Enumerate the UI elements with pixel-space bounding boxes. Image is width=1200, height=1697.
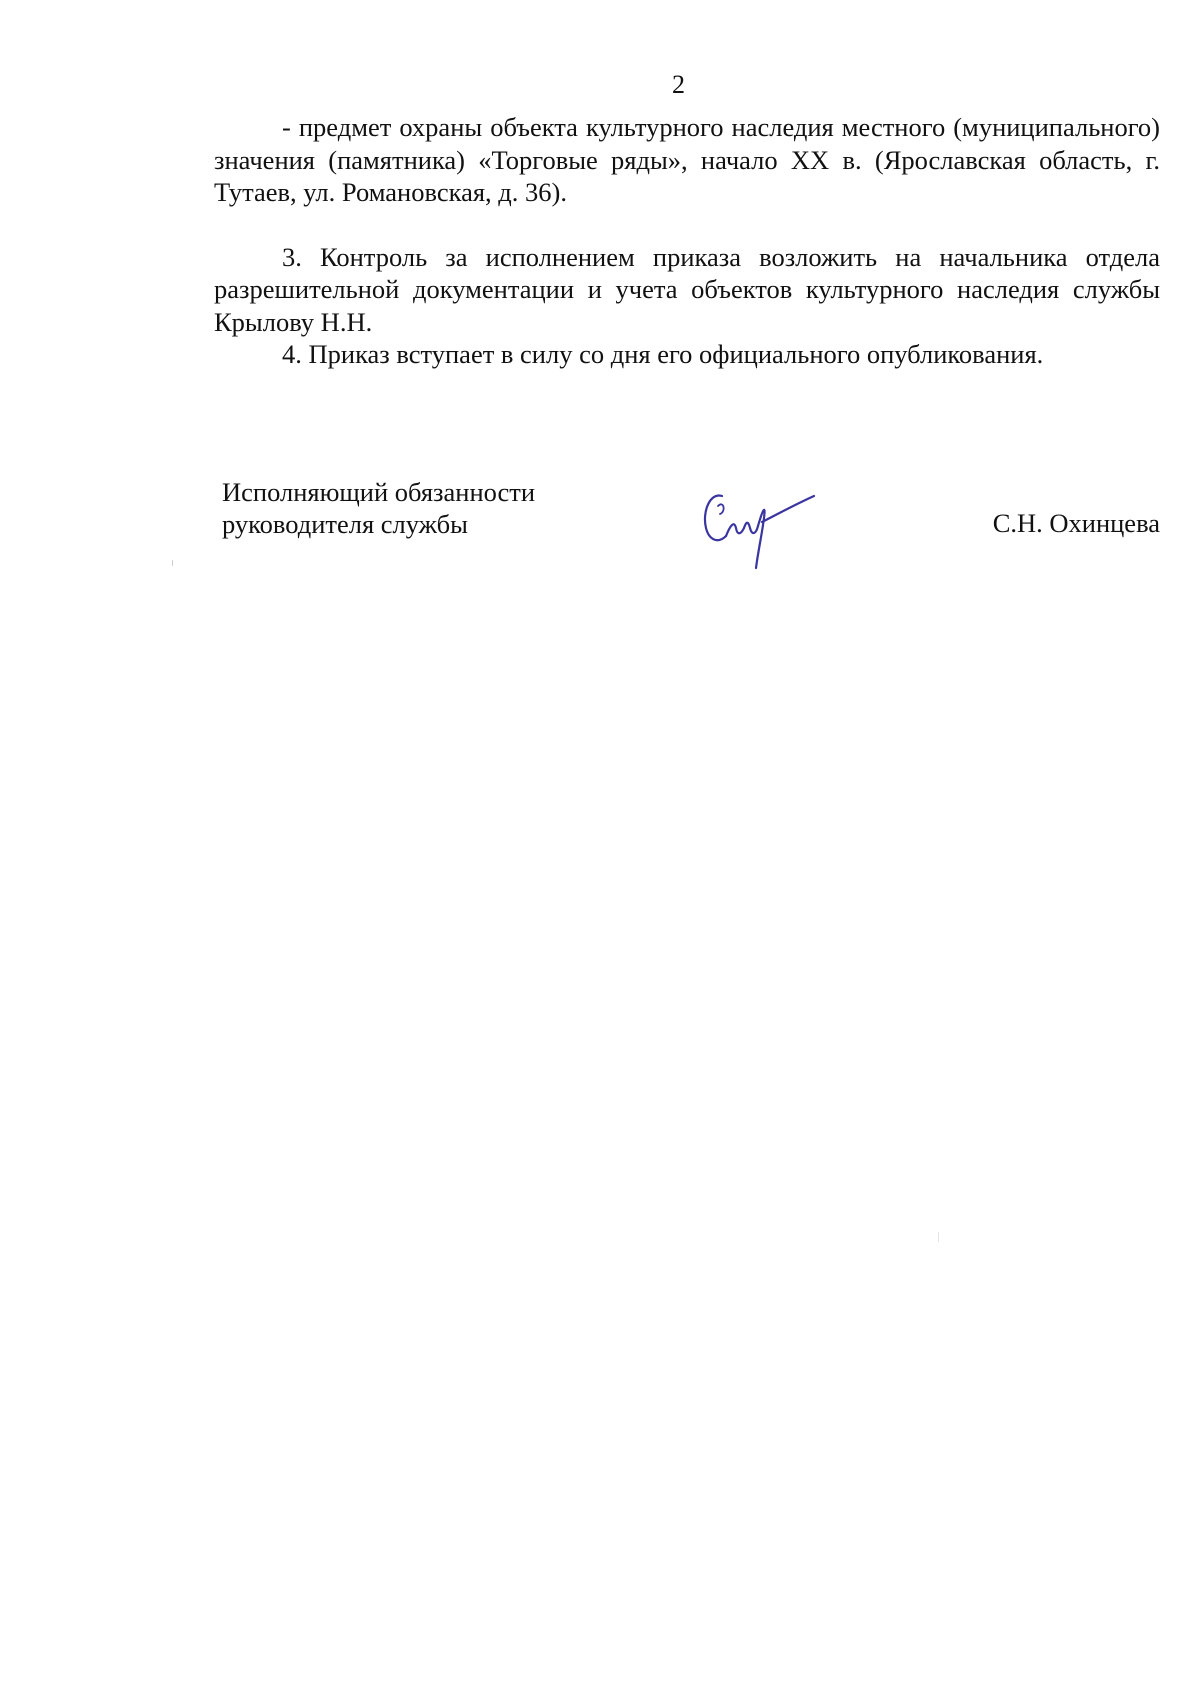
signatory-name: С.Н. Охинцева xyxy=(992,508,1160,538)
paragraph-effective-date: 4. Приказ вступает в силу со дня его официального опубликования. xyxy=(282,339,1044,369)
paragraph-protection-subject: - предмет охраны объекта культурного наследия местного (муниципального) значения (памятника) «Торговые ряды», начало XX в. (Ярославская область, г. Тутаев, ул. Романовская, д. 36). xyxy=(214,112,1160,207)
page-number-text: 2 xyxy=(672,70,685,99)
signatory-position-line-1: Исполняющий обязанности xyxy=(222,477,536,507)
paragraph-control: 3. Контроль за исполнением приказа возложить на начальника отдела разрешительной документации и учета объектов культурного наследия службы Крылову Н.Н. xyxy=(214,241,1160,337)
handwritten-signature xyxy=(700,482,820,578)
scan-speck xyxy=(172,560,173,566)
signatory-position-line-2: руководителя службы xyxy=(222,509,468,539)
document-body xyxy=(214,111,1160,371)
scan-speck xyxy=(938,1232,939,1242)
signatory-position xyxy=(222,476,535,540)
